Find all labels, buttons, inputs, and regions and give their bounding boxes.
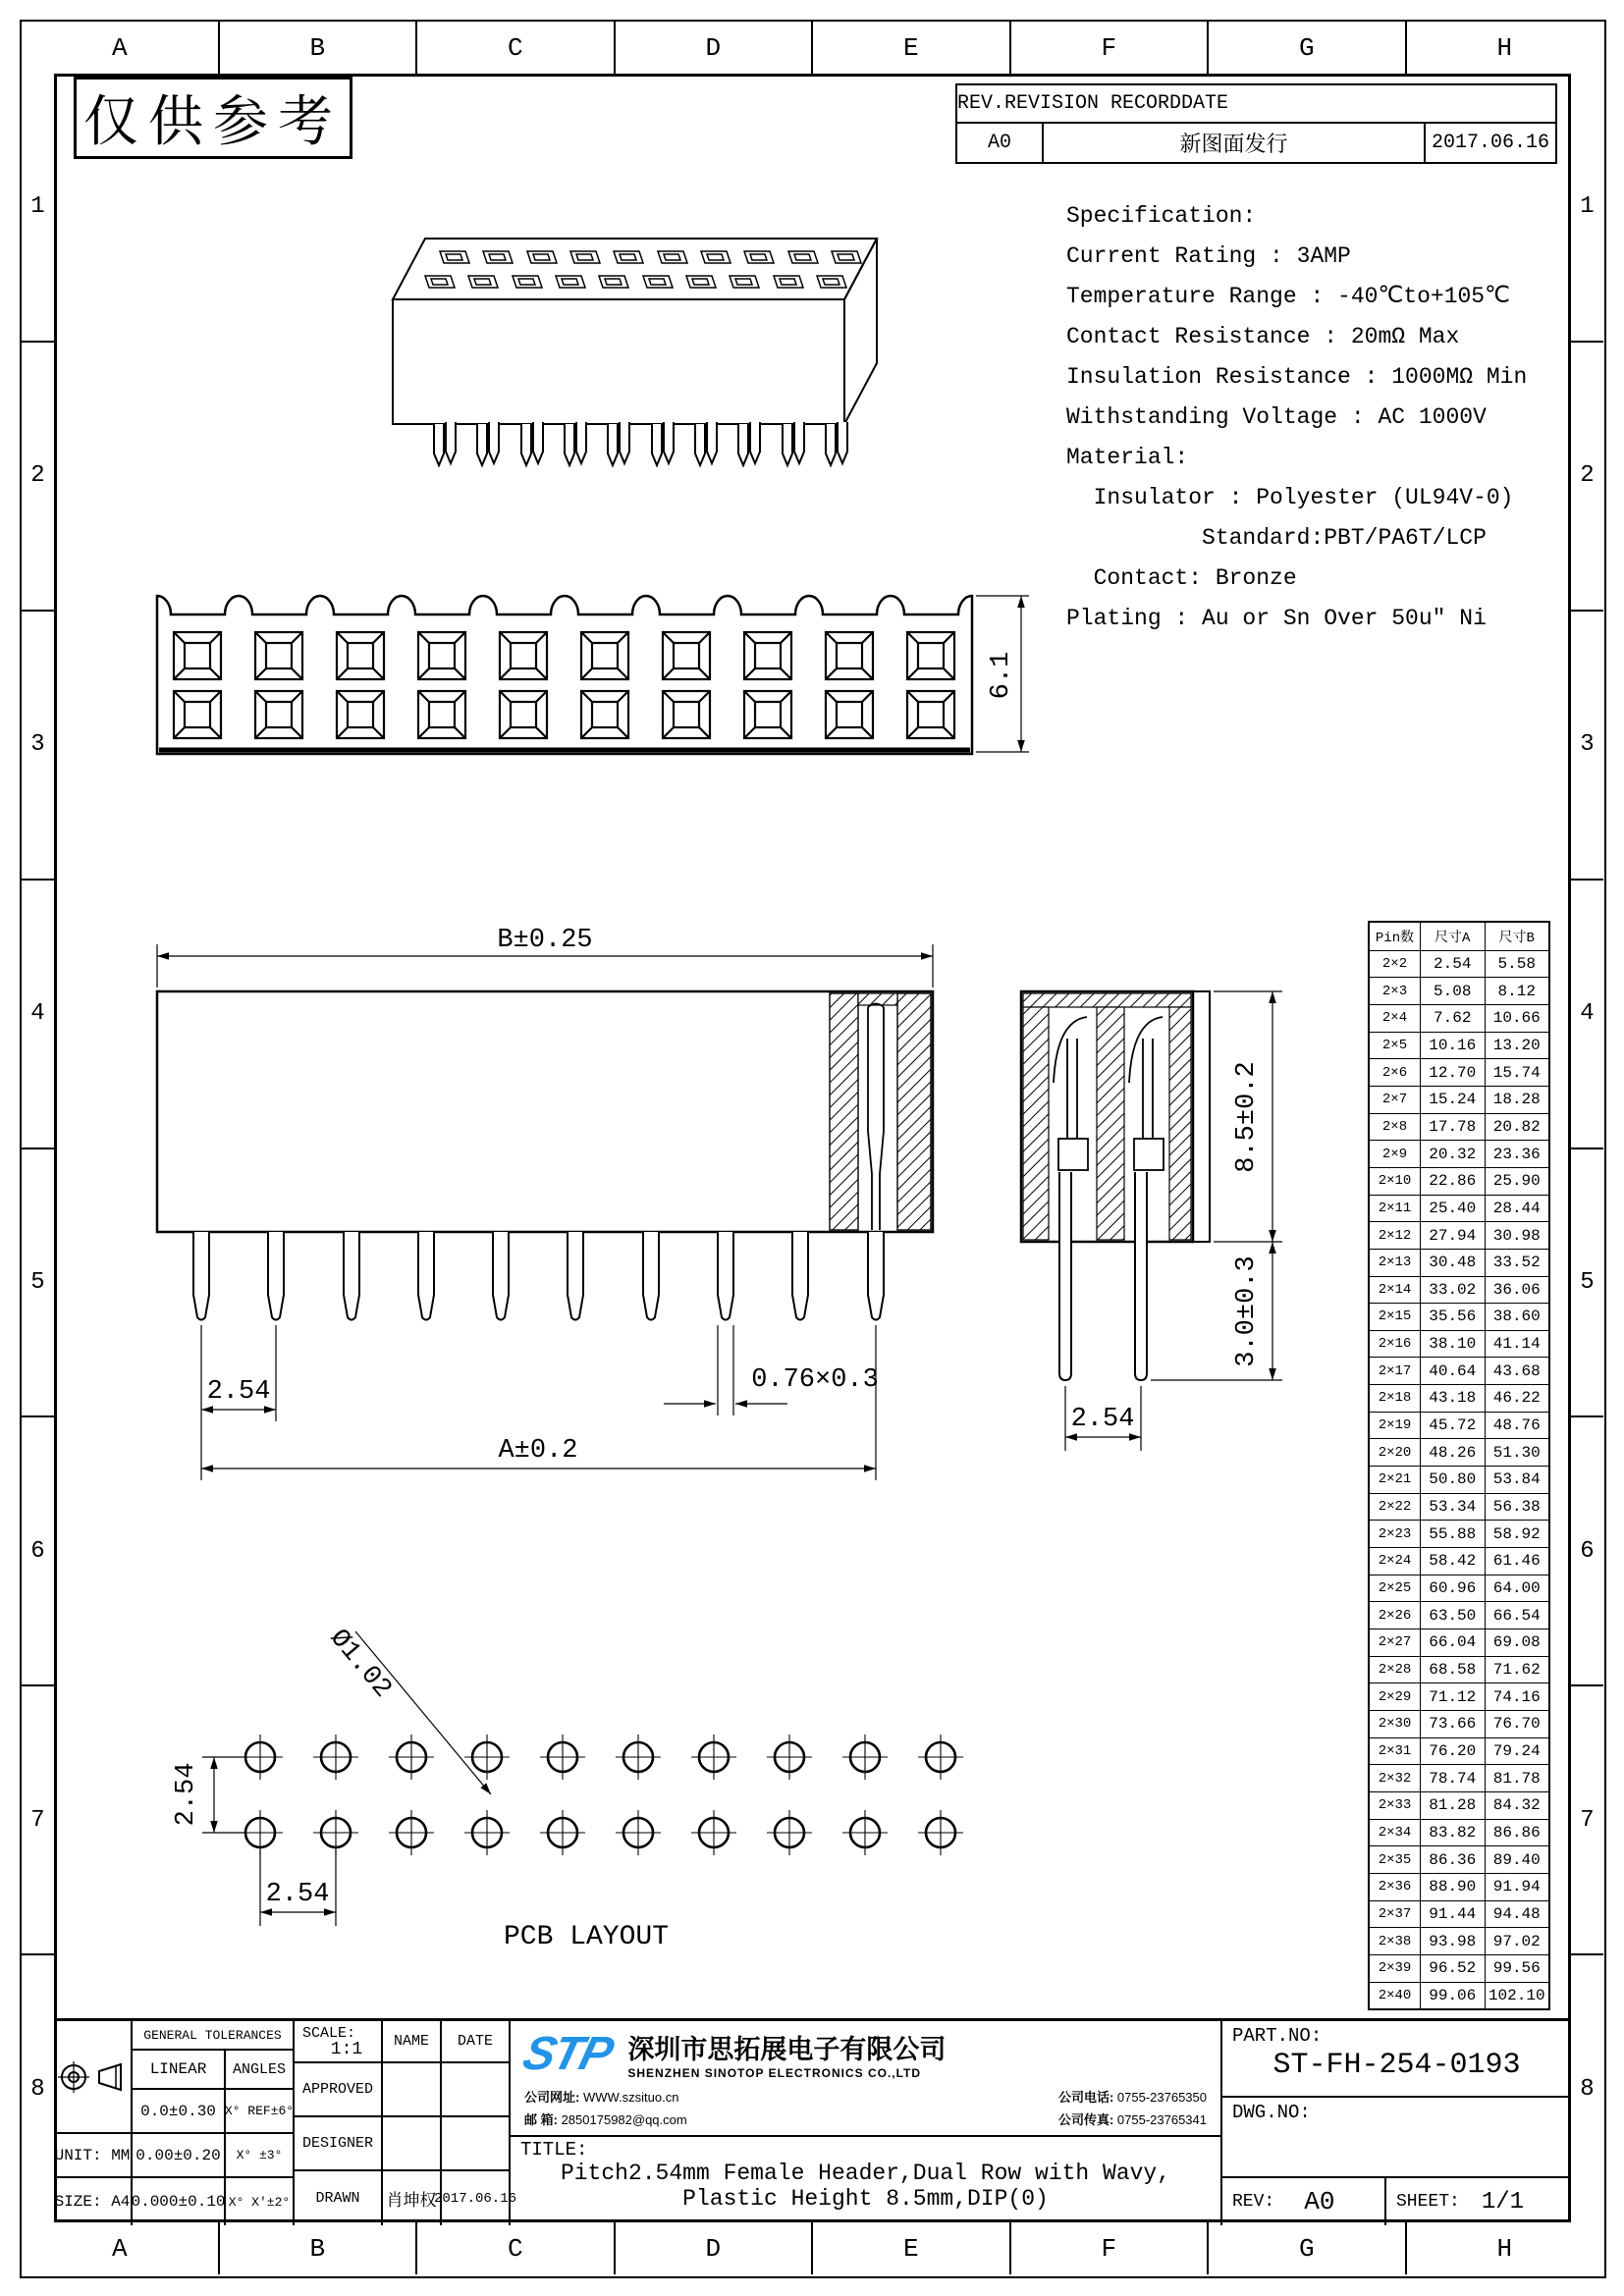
company-cell	[511, 2021, 1222, 2137]
dim-b-cell: 91.94	[1492, 1878, 1541, 1896]
dim-b-cell: 79.24	[1492, 1741, 1541, 1760]
scale-label: SCALE:	[302, 2025, 356, 2042]
pin-count-cell: 2×6	[1370, 1059, 1421, 1086]
pin-count-cell: 2×32	[1370, 1765, 1421, 1791]
grid-letter: H	[1496, 32, 1513, 63]
company-email: 2850175982@qq.com	[561, 2112, 687, 2127]
dim-b-cell: 56.38	[1492, 1498, 1541, 1517]
sheet-label: SHEET:	[1396, 2192, 1460, 2212]
pin-count-cell: 2×14	[1370, 1277, 1421, 1304]
specification-line: Contact Resistance : 20mΩ Max	[1066, 324, 1460, 349]
linear-tol-2: 0.00±0.20	[133, 2134, 226, 2178]
dim-b-cell: 66.54	[1492, 1606, 1541, 1625]
dim-a-cell: 96.52	[1421, 1955, 1486, 1982]
linear-header: LINEAR	[133, 2051, 226, 2090]
dim-b-cell: 20.82	[1492, 1117, 1541, 1136]
dim-a-cell: 50.80	[1421, 1467, 1486, 1493]
dim-a-cell: 12.70	[1421, 1059, 1486, 1086]
pin-count-cell: 2×29	[1370, 1683, 1421, 1710]
dim-pcb-col-pitch: 2.54	[265, 1880, 330, 1909]
dim-b-cell: 74.16	[1492, 1687, 1541, 1706]
dim-a-cell: 48.26	[1421, 1439, 1486, 1466]
company-fax: 0755-23765341	[1116, 2112, 1207, 2127]
dim-a-cell: 35.56	[1421, 1304, 1486, 1330]
dim-b-cell: 28.44	[1492, 1199, 1541, 1217]
pin-table-header: 尺寸B	[1498, 930, 1535, 946]
isometric-pins	[434, 422, 847, 465]
scale-cell	[295, 2021, 383, 2063]
pcb-layout-label: PCB LAYOUT	[503, 1922, 670, 1952]
dim-a-cell: 99.06	[1421, 1983, 1486, 2009]
dim-a-cell: 33.02	[1421, 1277, 1486, 1304]
dim-b-cell: 53.84	[1492, 1470, 1541, 1489]
dim-b-cell: 86.86	[1492, 1823, 1541, 1842]
dim-b-cell: 97.02	[1492, 1932, 1541, 1950]
dim-b-cell: 71.62	[1492, 1661, 1541, 1680]
grid-number: 8	[30, 2075, 45, 2103]
grid-number: 5	[1571, 1149, 1603, 1418]
dim-b-cell: 94.48	[1492, 1904, 1541, 1923]
unit-cell: UNIT: MM	[54, 2134, 133, 2178]
dim-b-cell: 33.52	[1492, 1254, 1541, 1272]
designer-name-cell	[383, 2117, 442, 2171]
dim-a-cell: 86.36	[1421, 1846, 1486, 1873]
angle-tol-2: X° ±3°	[226, 2134, 295, 2178]
pin-table-header: Pin数	[1370, 923, 1421, 950]
drawing-title-line2: Plastic Height 8.5mm,DIP(0)	[682, 2186, 1049, 2212]
title-block	[54, 2018, 1571, 2225]
pin-count-cell: 2×38	[1370, 1928, 1421, 1954]
dim-a-cell: 83.82	[1421, 1820, 1486, 1846]
isometric-view	[393, 239, 877, 465]
grid-number: 1	[22, 74, 54, 343]
dim-section-pin-length: 3.0±0.3	[1232, 1255, 1262, 1367]
dim-a-cell: 40.64	[1421, 1358, 1486, 1384]
pin-count-cell: 2×25	[1370, 1575, 1421, 1602]
pin-count-cell: 2×13	[1370, 1250, 1421, 1276]
revision-header-cell: REVISION RECORD	[1004, 92, 1182, 115]
specification-line: Plating : Au or Sn Over 50u" Ni	[1066, 606, 1487, 631]
pin-count-cell: 2×31	[1370, 1738, 1421, 1765]
dim-a-cell: 5.08	[1421, 978, 1486, 1004]
dim-a-cell: 2.54	[1421, 951, 1486, 978]
pin-count-cell: 2×18	[1370, 1385, 1421, 1412]
tolerances-title: GENERAL TOLERANCES	[133, 2021, 295, 2051]
grid-number: 3	[1571, 612, 1603, 881]
specification-line: Insulation Resistance : 1000MΩ Min	[1066, 364, 1528, 390]
dim-a-cell: 45.72	[1421, 1413, 1486, 1439]
pin-count-cell: 2×7	[1370, 1087, 1421, 1113]
side-view-pins	[193, 1232, 884, 1320]
title-label: TITLE:	[520, 2139, 588, 2161]
dim-b-cell: 58.92	[1492, 1524, 1541, 1543]
specification-line: Temperature Range : -40℃to+105℃	[1066, 284, 1510, 309]
dim-a-cell: 73.66	[1421, 1711, 1486, 1737]
dim-front-height: 6.1	[987, 651, 1016, 700]
angles-header: ANGLES	[226, 2051, 295, 2090]
linear-tol-1: 0.0±0.30	[133, 2090, 226, 2134]
grid-number: 2	[1571, 343, 1603, 612]
dim-b-cell: 69.08	[1492, 1633, 1541, 1652]
dim-pcb-row-pitch: 2.54	[172, 1762, 201, 1827]
pin-count-cell: 2×10	[1370, 1168, 1421, 1195]
grid-number: 5	[22, 1149, 54, 1418]
designer-label: DESIGNER	[295, 2117, 383, 2171]
pin-count-cell: 2×28	[1370, 1657, 1421, 1683]
dim-a-cell: 66.04	[1421, 1629, 1486, 1656]
grid-letter: A	[22, 2222, 220, 2274]
company-name-cn: 深圳市思拓展电子有限公司	[627, 2035, 947, 2064]
dim-b-cell: 51.30	[1492, 1443, 1541, 1462]
dim-b-cell: 41.14	[1492, 1335, 1541, 1354]
dim-b-cell: 8.12	[1497, 982, 1536, 1000]
grid-letter: B	[220, 2222, 418, 2274]
pin-count-cell: 2×39	[1370, 1955, 1421, 1982]
grid-number: 6	[22, 1417, 54, 1686]
dim-a-cell: 55.88	[1421, 1521, 1486, 1547]
part-no-value: ST-FH-254-0193	[1272, 2049, 1521, 2082]
pin-count-cell: 2×21	[1370, 1467, 1421, 1493]
pin-count-cell: 2×2	[1370, 951, 1421, 978]
grid-letter: F	[1011, 22, 1210, 74]
pin-count-cell: 2×24	[1370, 1548, 1421, 1575]
grid-letter: C	[417, 2222, 616, 2274]
dim-span: A±0.2	[498, 1436, 578, 1466]
grid-letter: G	[1209, 22, 1407, 74]
dim-b-cell: 15.74	[1492, 1063, 1541, 1082]
section-view	[1021, 991, 1282, 1451]
front-view	[157, 596, 1029, 754]
pin-count-cell: 2×37	[1370, 1901, 1421, 1928]
dim-b-cell: 64.00	[1492, 1579, 1541, 1598]
pin-table-header: 尺寸A	[1421, 923, 1486, 950]
dim-a-cell: 91.44	[1421, 1901, 1486, 1928]
rev-cell	[1222, 2178, 1386, 2225]
dim-a-cell: 60.96	[1421, 1575, 1486, 1602]
dim-a-cell: 58.42	[1421, 1548, 1486, 1575]
dim-b-cell: 25.90	[1492, 1172, 1541, 1191]
designer-date-cell	[442, 2117, 511, 2171]
dwg-no-label: DWG.NO:	[1232, 2102, 1311, 2123]
part-no-label: PART.NO:	[1232, 2025, 1323, 2047]
approved-date-cell	[442, 2063, 511, 2117]
pin-count-cell: 2×26	[1370, 1602, 1421, 1629]
dim-b-cell: 102.10	[1488, 1986, 1545, 2004]
dim-a-cell: 71.12	[1421, 1683, 1486, 1710]
dim-a-cell: 17.78	[1421, 1114, 1486, 1141]
pin-count-cell: 2×20	[1370, 1439, 1421, 1466]
company-website-label: 公司网址:	[524, 2090, 580, 2105]
specification-line: Insulator : Polyester (UL94V-0)	[1066, 485, 1514, 510]
grid-number: 3	[22, 612, 54, 881]
dim-b-cell: 76.70	[1492, 1715, 1541, 1734]
pin-count-cell: 2×23	[1370, 1521, 1421, 1547]
grid-number: 1	[1571, 74, 1603, 343]
company-fax-label: 公司传真:	[1057, 2112, 1114, 2127]
drawn-label: DRAWN	[295, 2171, 383, 2225]
specification-line: Contact: Bronze	[1066, 565, 1297, 591]
specification-line: Withstanding Voltage : AC 1000V	[1066, 404, 1487, 430]
pin-count-cell: 2×27	[1370, 1629, 1421, 1656]
dim-b-cell: 48.76	[1492, 1416, 1541, 1435]
approved-label: APPROVED	[295, 2063, 383, 2117]
pin-count-cell: 2×33	[1370, 1792, 1421, 1819]
projection-symbol-cell	[54, 2021, 133, 2134]
dim-b-cell: 99.56	[1492, 1959, 1541, 1978]
specification-line: Standard:PBT/PA6T/LCP	[1066, 525, 1487, 551]
dim-body-width: B±0.25	[497, 926, 593, 955]
dim-pin-cross: 0.76×0.3	[751, 1365, 879, 1395]
linear-tol-3: 0.000±0.10	[133, 2178, 226, 2225]
dim-b-cell: 36.06	[1492, 1280, 1541, 1299]
dim-b-cell: 84.32	[1492, 1796, 1541, 1815]
grid-letter: F	[1011, 2222, 1210, 2274]
grid-letter: D	[616, 2222, 814, 2274]
dim-a-cell: 81.28	[1421, 1792, 1486, 1819]
dim-b-cell: 10.66	[1492, 1009, 1541, 1028]
grid-letter: E	[813, 2222, 1011, 2274]
rev-label: REV:	[1232, 2192, 1275, 2212]
projection-symbol-icon	[58, 2057, 127, 2097]
dim-pcb-hole-dia: Ø1.02	[323, 1624, 398, 1704]
grid-letter: C	[417, 22, 616, 74]
grid-number: 4	[22, 881, 54, 1149]
drawn-name: 肖坤权	[383, 2171, 442, 2225]
dim-b-cell: 5.58	[1497, 954, 1536, 973]
dim-a-cell: 68.58	[1421, 1657, 1486, 1683]
dim-a-cell: 78.74	[1421, 1765, 1486, 1791]
dim-a-cell: 7.62	[1421, 1005, 1486, 1032]
revision-header-cell: DATE	[1181, 92, 1229, 115]
dim-b-cell: 46.22	[1492, 1389, 1541, 1408]
pin-count-cell: 2×34	[1370, 1820, 1421, 1846]
grid-letter: D	[616, 22, 814, 74]
specification-line: Material:	[1066, 445, 1189, 470]
drawn-date: 2017.06.16	[442, 2171, 511, 2225]
grid-letter: B	[220, 22, 418, 74]
pin-count-cell: 2×16	[1370, 1331, 1421, 1358]
pin-count-cell: 2×22	[1370, 1494, 1421, 1521]
scale-value: 1:1	[330, 2039, 363, 2059]
dim-pitch: 2.54	[206, 1377, 271, 1407]
dim-b-cell: 23.36	[1492, 1145, 1541, 1163]
specification-line: Specification:	[1066, 203, 1257, 229]
rev-value: A0	[1304, 2187, 1335, 2216]
pin-count-cell: 2×5	[1370, 1033, 1421, 1059]
angle-tol-1: X° REF±6°	[226, 2090, 295, 2134]
dim-a-cell: 25.40	[1421, 1196, 1486, 1222]
part-no-cell	[1222, 2021, 1571, 2098]
company-phone: 0755-23765350	[1116, 2090, 1207, 2105]
pcb-layout	[172, 1625, 963, 1952]
revision-record: 新图面发行	[1044, 124, 1426, 162]
company-name-en: SHENZHEN SINOTOP ELECTRONICS CO.,LTD	[627, 2066, 922, 2080]
pin-count-cell: 2×15	[1370, 1304, 1421, 1330]
dim-b-cell: 61.46	[1492, 1552, 1541, 1571]
grid-letter: E	[813, 22, 1011, 74]
grid-number: 7	[22, 1686, 54, 1955]
drawing-title-line1: Pitch2.54mm Female Header,Dual Row with Wavy,	[560, 2161, 1171, 2186]
dim-section-pitch: 2.54	[1070, 1405, 1135, 1434]
sheet-value: 1/1	[1481, 2188, 1525, 2216]
pin-count-cell: 2×4	[1370, 1005, 1421, 1032]
dim-a-cell: 63.50	[1421, 1602, 1486, 1629]
revision-rev: A0	[957, 124, 1044, 162]
pin-count-cell: 2×3	[1370, 978, 1421, 1004]
title-cell	[511, 2137, 1222, 2225]
pin-count-cell: 2×12	[1370, 1222, 1421, 1249]
dim-a-cell: 43.18	[1421, 1385, 1486, 1412]
grid-number: 4	[1571, 881, 1603, 1149]
sheet-cell	[1386, 2178, 1571, 2225]
watermark-text: 仅供参考	[83, 90, 343, 152]
pin-count-cell: 2×40	[1370, 1983, 1421, 2009]
dim-b-cell: 18.28	[1492, 1091, 1541, 1109]
dim-a-cell: 38.10	[1421, 1331, 1486, 1358]
dim-b-cell: 89.40	[1492, 1850, 1541, 1869]
dim-b-cell: 13.20	[1492, 1036, 1541, 1054]
revision-date: 2017.06.16	[1431, 132, 1550, 154]
dim-a-cell: 30.48	[1421, 1250, 1486, 1276]
approved-name-cell	[383, 2063, 442, 2117]
pin-count-cell: 2×35	[1370, 1846, 1421, 1873]
size-cell: SIZE: A4	[54, 2178, 133, 2225]
dwg-no-cell	[1222, 2098, 1571, 2178]
pin-count-cell: 2×9	[1370, 1141, 1421, 1167]
date-header: DATE	[442, 2021, 511, 2063]
revision-header-cell: REV.	[957, 92, 1005, 115]
grid-number: 2	[22, 343, 54, 612]
grid-number: 6	[1571, 1417, 1603, 1686]
dim-a-cell: 88.90	[1421, 1874, 1486, 1900]
grid-number: 8	[1580, 2075, 1595, 2103]
side-view	[157, 926, 933, 1480]
dim-b-cell: 38.60	[1492, 1308, 1541, 1326]
dim-b-cell: 81.78	[1492, 1769, 1541, 1788]
grid-letter: H	[1496, 2233, 1513, 2264]
dim-a-cell: 10.16	[1421, 1033, 1486, 1059]
angle-tol-3: X° X'±2°	[226, 2178, 295, 2225]
name-header: NAME	[383, 2021, 442, 2063]
specification-line: Current Rating : 3AMP	[1066, 243, 1351, 269]
dim-a-cell: 20.32	[1421, 1141, 1486, 1167]
dim-a-cell: 27.94	[1421, 1222, 1486, 1249]
pin-count-cell: 2×30	[1370, 1711, 1421, 1737]
pin-count-cell: 2×17	[1370, 1358, 1421, 1384]
grid-number: 7	[1571, 1686, 1603, 1955]
grid-letter: G	[1209, 2222, 1407, 2274]
company-website: WWW.szsituo.cn	[582, 2090, 679, 2105]
dim-b-cell: 43.68	[1492, 1362, 1541, 1380]
pin-count-cell: 2×36	[1370, 1874, 1421, 1900]
pin-count-cell: 2×8	[1370, 1114, 1421, 1141]
dim-section-height: 8.5±0.2	[1232, 1061, 1262, 1173]
dim-a-cell: 15.24	[1421, 1087, 1486, 1113]
company-phone-label: 公司电话:	[1057, 2090, 1114, 2105]
company-logo: STP	[517, 2028, 617, 2080]
dim-a-cell: 93.98	[1421, 1928, 1486, 1954]
dim-b-cell: 30.98	[1492, 1226, 1541, 1245]
dim-a-cell: 22.86	[1421, 1168, 1486, 1195]
grid-letter: A	[22, 22, 220, 74]
pin-count-cell: 2×11	[1370, 1196, 1421, 1222]
dim-a-cell: 53.34	[1421, 1494, 1486, 1521]
company-email-label: 邮 箱:	[524, 2112, 558, 2127]
pin-count-cell: 2×19	[1370, 1413, 1421, 1439]
dim-a-cell: 76.20	[1421, 1738, 1486, 1765]
